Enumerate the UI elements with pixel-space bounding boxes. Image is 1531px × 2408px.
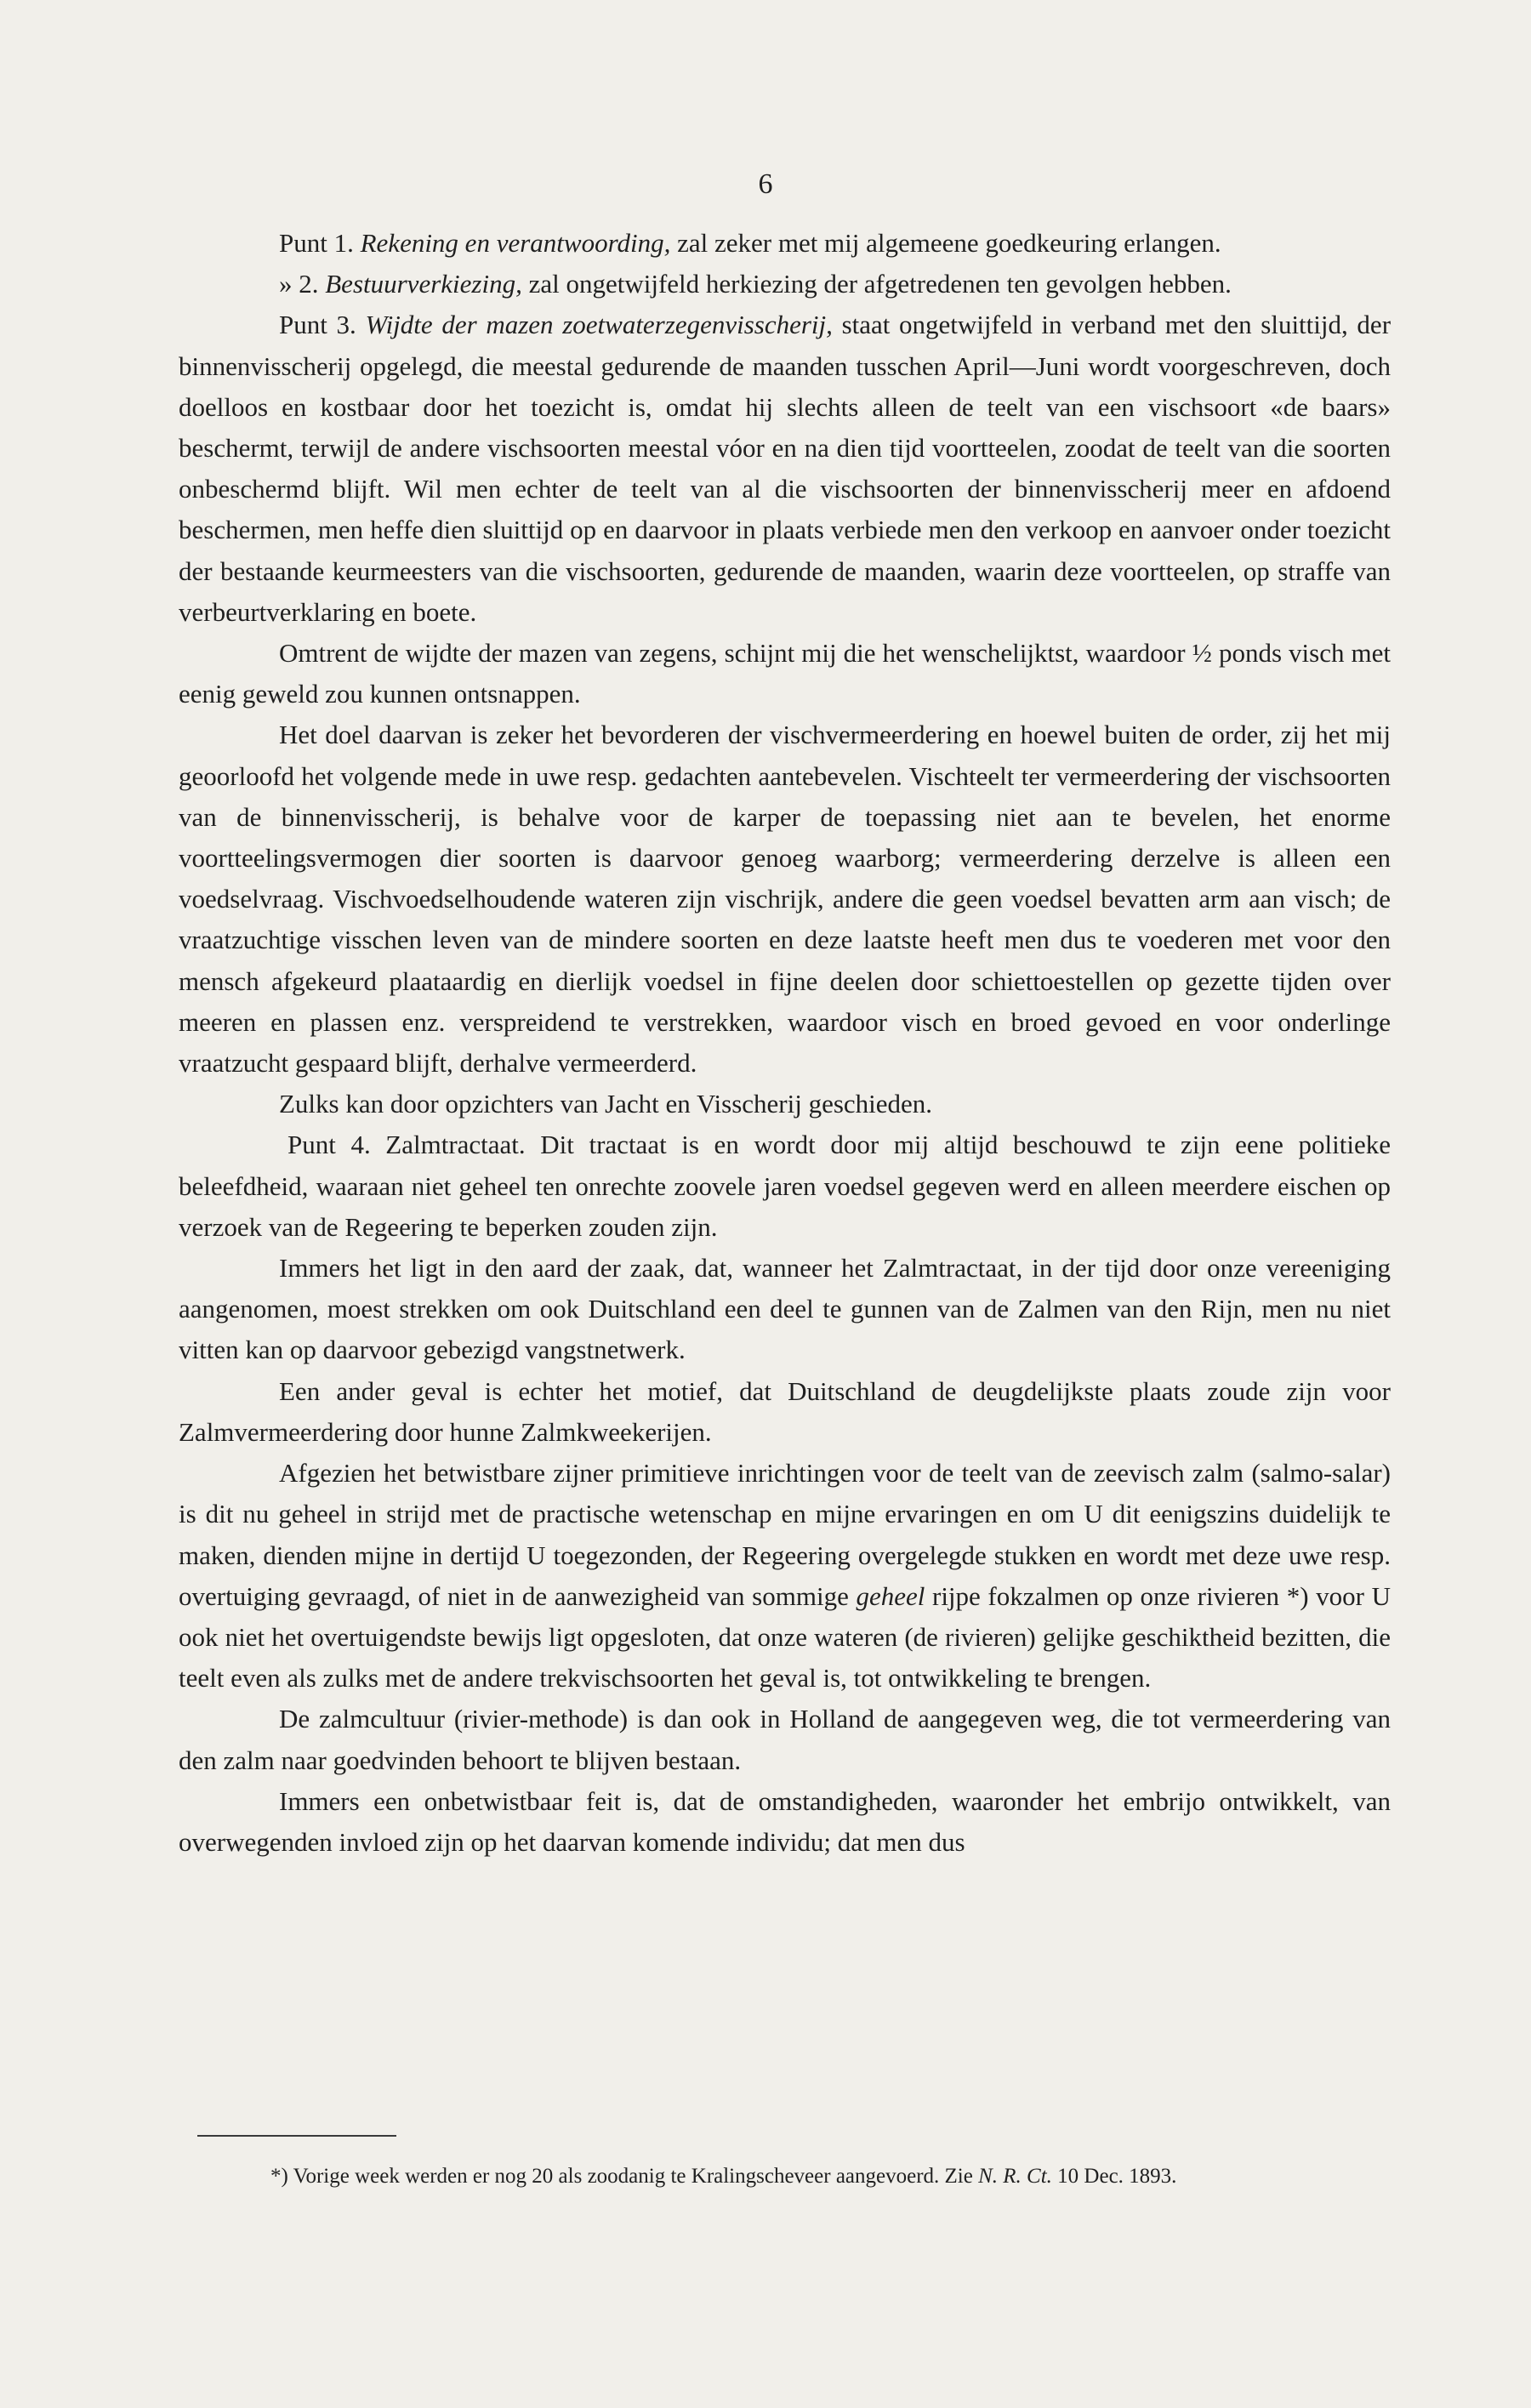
footnote-rule [197, 2135, 396, 2137]
footnote [179, 2158, 1391, 2195]
item-text: zal ongetwijfeld herkiezing der afgetredenen ten gevolgen hebben. [521, 269, 1232, 299]
item-title: Bestuurverkiezing, [325, 269, 522, 299]
paragraph-punt-4: Punt 4. Zalmtractaat. Dit tractaat is en wordt door mij altijd beschouwd te zijn eene politieke beleefdheid, waaraan niet geheel ten onrechte zoovele jaren voedsel gegeven werd en alleen meerdere eischen op verzoek van de Regeering te beperken zouden zijn. [179, 1130, 1391, 1242]
paragraph-vischteelt: Het doel daarvan is zeker het bevorderen der vischvermeerdering en hoewel buiten de order, zij het mij geoorloofd het volgende mede in uwe resp. gedachten aantebevelen. Vischteelt ter vermeerdering der vischsoorten van de binnenvisscherij, is behalve voor de karper de toepassing niet aan te bevelen, het enorme voortteelingsvermogen dier soorten is daarvoor genoeg waarborg; vermeerdering derzelve is alleen een voedselvraag. Vischvoedselhoudende wateren zijn vischrijk, andere die geen voedsel bevatten arm aan visch; de vraatzuchtige visschen leven van de mindere soorten en deze laatste heeft men dus te voederen met voor den mensch afgekeurd plaataardig en dierlijk voedsel in fijne deelen door schiettoestellen op gezette tijden over meeren en plassen enz. verspreidend te verstrekken, waardoor visch en broed gevoed en voor onderlinge vraatzucht gespaard blijft, derhalve vermeerderd. [179, 720, 1391, 1079]
item-number: Punt 1. [279, 228, 361, 258]
paragraph-opzichters: Zulks kan door opzichters van Jacht en Visscherij geschieden. [279, 1089, 933, 1119]
paragraph-punt-1 [179, 223, 1391, 264]
paragraph-zalmcultuur: De zalmcultuur (rivier-methode) is dan ook in Holland de aangegeven weg, die tot vermeerdering van den zalm naar goedvinden behoort te blijven bestaan. [179, 1704, 1391, 1775]
page-number: 6 [758, 168, 773, 200]
footnote-text: *) Vorige week werden er nog 20 als zoodanig te Kralingscheveer aangevoerd. Zie [270, 2165, 979, 2188]
paragraph-motief: Een ander geval is echter het motief, dat Duitschland de deugdelijkste plaats zoude zijn voor Zalmvermeerdering door hunne Zalmkweekerijen. [179, 1375, 1391, 1447]
item-title: Rekening en verantwoording, [360, 228, 671, 258]
item-text: zal zeker met mij algemeene goedkeuring erlangen. [670, 228, 1221, 258]
emphasis: geheel [856, 1580, 925, 1611]
paragraph-text: rijpe fokzalmen op onze rivieren *) voor U ook niet het overtuigendste bewijs ligt opgesloten, dat onze wateren (de rivieren) gelijke geschiktheid bezitten, die teelt even als zulks met de andere trekvischsoorten het geval is, tot ontwikkeling te brengen. [179, 1580, 1391, 1694]
fraction: ½ [1192, 638, 1212, 669]
footnote-date: 10 Dec. 1893. [1051, 2165, 1177, 2188]
paragraph-text: Afgezien het betwistbare zijner primitieve inrichtingen voor de teelt van de zeevisch zalm (salmo-salar) is dit nu geheel in strijd met de practische wetenschap en mijne ervaringen en om U dit eenigszins duidelijk te maken, dienden mijne in dertijd U toegezonden, der Regeering overgelegde stukken en wordt met deze uwe resp. overtuiging gevraagd, of niet in de aanwezigheid van sommige [179, 1458, 1391, 1611]
item-title: Wijdte der mazen zoetwaterzegenvisscherij, [365, 310, 833, 340]
paragraph-mazen [179, 633, 1391, 714]
paragraph-punt-2 [179, 264, 1391, 305]
paragraph-text: Omtrent de wijdte der mazen van zegens, schijnt mij die het wenschelijktst, waardoor [279, 638, 1192, 669]
item-number: Punt 3. [279, 310, 366, 340]
paragraph-punt-3 [179, 305, 1391, 633]
paragraph-text: ponds visch met eenig geweld zou kunnen ontsnappen. [179, 638, 1391, 709]
item-text: staat ongetwijfeld in verband met den sluittijd, der binnenvisscherij opgelegd, die meestal gedurende de maanden tusschen April—Juni wordt voorgeschreven, doch doelloos en kostbaar door het toezicht is, omdat hij slechts alleen de teelt van een vischsoort «de baars» beschermt, terwijl de andere vischsoorten meestal vóor en na dien tijd voortteelen, zoodat de teelt van die soorten onbeschermd blijft. Wil men echter de teelt van al die vischsoorten der binnenvisscherij meer en afdoend beschermen, men heffe dien sluittijd op en daarvoor in plaats verbiede men den verkoop en aanvoer onder toezicht der bestaande keurmeesters van die vischsoorten, gedurende de maanden, waarin deze voortteelen, op straffe van verbeurtverklaring en boete. [179, 310, 1392, 627]
paragraph-embrijo: Immers een onbetwistbaar feit is, dat de omstandigheden, waaronder het embrijo ontwikkelt, van overwegenden invloed zijn op het daarvan komende individu; dat men dus [179, 1785, 1391, 1857]
footnote-source: N. R. Ct. [978, 2165, 1052, 2188]
item-number: » 2. [279, 269, 326, 299]
paragraph-afgezien [179, 1453, 1391, 1699]
paragraph-immers: Immers het ligt in den aard der zaak, dat, wanneer het Zalmtractaat, in der tijd door onze vereeniging aangenomen, moest strekken om ook Duitschland een deel te gunnen van de Zalmen van den Rijn, men nu niet vitten kan op daarvoor gebezigd vangstnetwerk. [179, 1253, 1391, 1365]
body-text [179, 223, 1391, 1863]
